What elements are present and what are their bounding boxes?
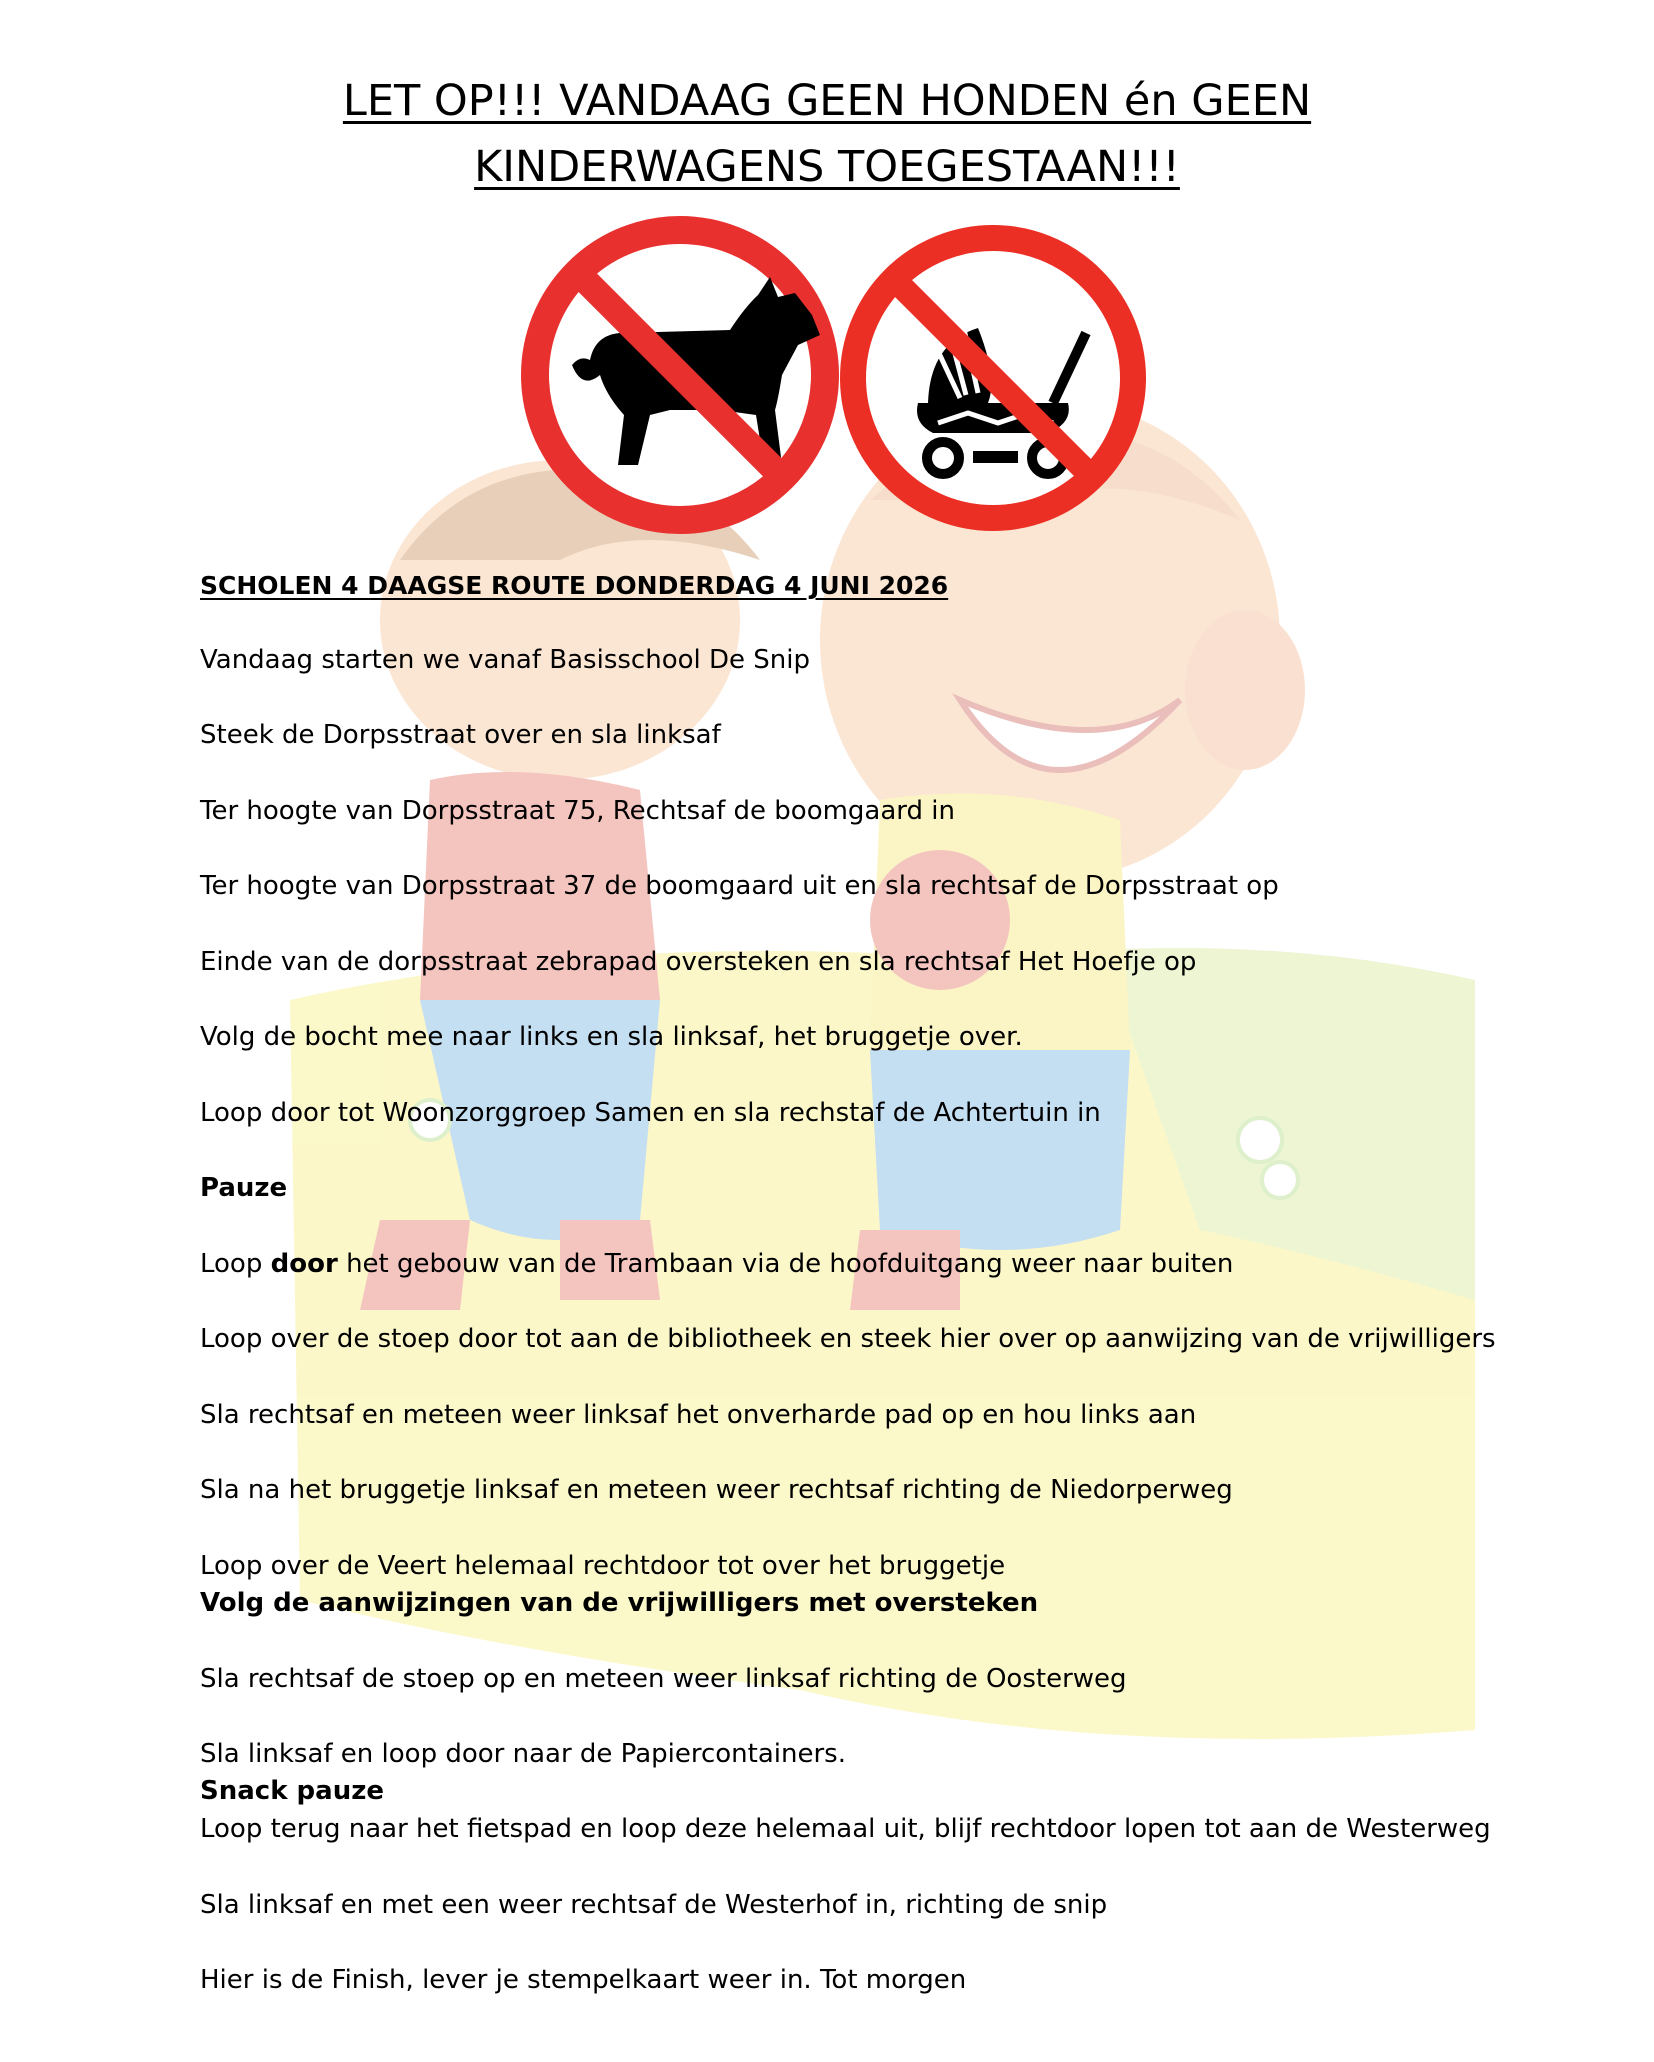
route-step: Loop over de Veert helemaal rechtdoor tot over het bruggetje (200, 1551, 1006, 1581)
route-step-emphasis: door (270, 1249, 338, 1279)
route-step: Loop over de stoep door tot aan de bibliotheek en steek hier over op aanwijzing van de vrijwilligers (200, 1324, 1496, 1354)
route-step: Vandaag starten we vanaf Basisschool De Snip (200, 645, 810, 675)
route-step: Loop door tot Woonzorggroep Samen en sla rechstaf de Achtertuin in (200, 1098, 1101, 1128)
pause-label: Pauze (200, 1173, 288, 1203)
prohibition-signs (520, 215, 1160, 545)
no-strollers-icon (853, 238, 1133, 518)
route-step: Sla linksaf en loop door naar de Papiercontainers. (200, 1739, 846, 1769)
route-title: SCHOLEN 4 DAAGSE ROUTE DONDERDAG 4 JUNI 2026 (200, 571, 949, 600)
route-step-part: Loop (200, 1249, 263, 1279)
route-step: Steek de Dorpsstraat over en sla linksaf (200, 720, 721, 750)
volunteer-instruction: Volg de aanwijzingen van de vrijwilligers met oversteken (200, 1588, 1039, 1618)
route-step-mixed (200, 1246, 1233, 1282)
route-step: Sla na het bruggetje linksaf en meteen weer rechtsaf richting de Niedorperweg (200, 1475, 1233, 1505)
route-step: Ter hoogte van Dorpsstraat 75, Rechtsaf de boomgaard in (200, 796, 956, 826)
route-step: Sla rechtsaf en meteen weer linksaf het onverharde pad op en hou links aan (200, 1400, 1197, 1430)
route-step: Sla linksaf en met een weer rechtsaf de Westerhof in, richting de snip (200, 1890, 1108, 1920)
route-step: Volg de bocht mee naar links en sla linksaf, het bruggetje over. (200, 1022, 1023, 1052)
snack-pause-label: Snack pauze (200, 1776, 384, 1806)
headline-line-1: LET OP!!! VANDAAG GEEN HONDEN én GEEN (342, 76, 1312, 126)
route-step: Sla rechtsaf de stoep op en meteen weer linksaf richting de Oosterweg (200, 1664, 1127, 1694)
route-step-part: het gebouw van de Trambaan via de hoofduitgang weer naar buiten (346, 1249, 1234, 1279)
route-step: Ter hoogte van Dorpsstraat 37 de boomgaard uit en sla rechtsaf de Dorpsstraat op (200, 871, 1279, 901)
no-dogs-icon (535, 230, 825, 520)
headline-line-2: KINDERWAGENS TOEGESTAAN!!! (474, 142, 1180, 192)
route-step: Loop terug naar het fietspad en loop deze helemaal uit, blijf rechtdoor lopen tot aan de Westerweg (200, 1814, 1491, 1844)
route-step: Einde van de dorpsstraat zebrapad oversteken en sla rechtsaf Het Hoefje op (200, 947, 1197, 977)
route-finish: Hier is de Finish, lever je stempelkaart weer in. Tot morgen (200, 1965, 967, 1995)
